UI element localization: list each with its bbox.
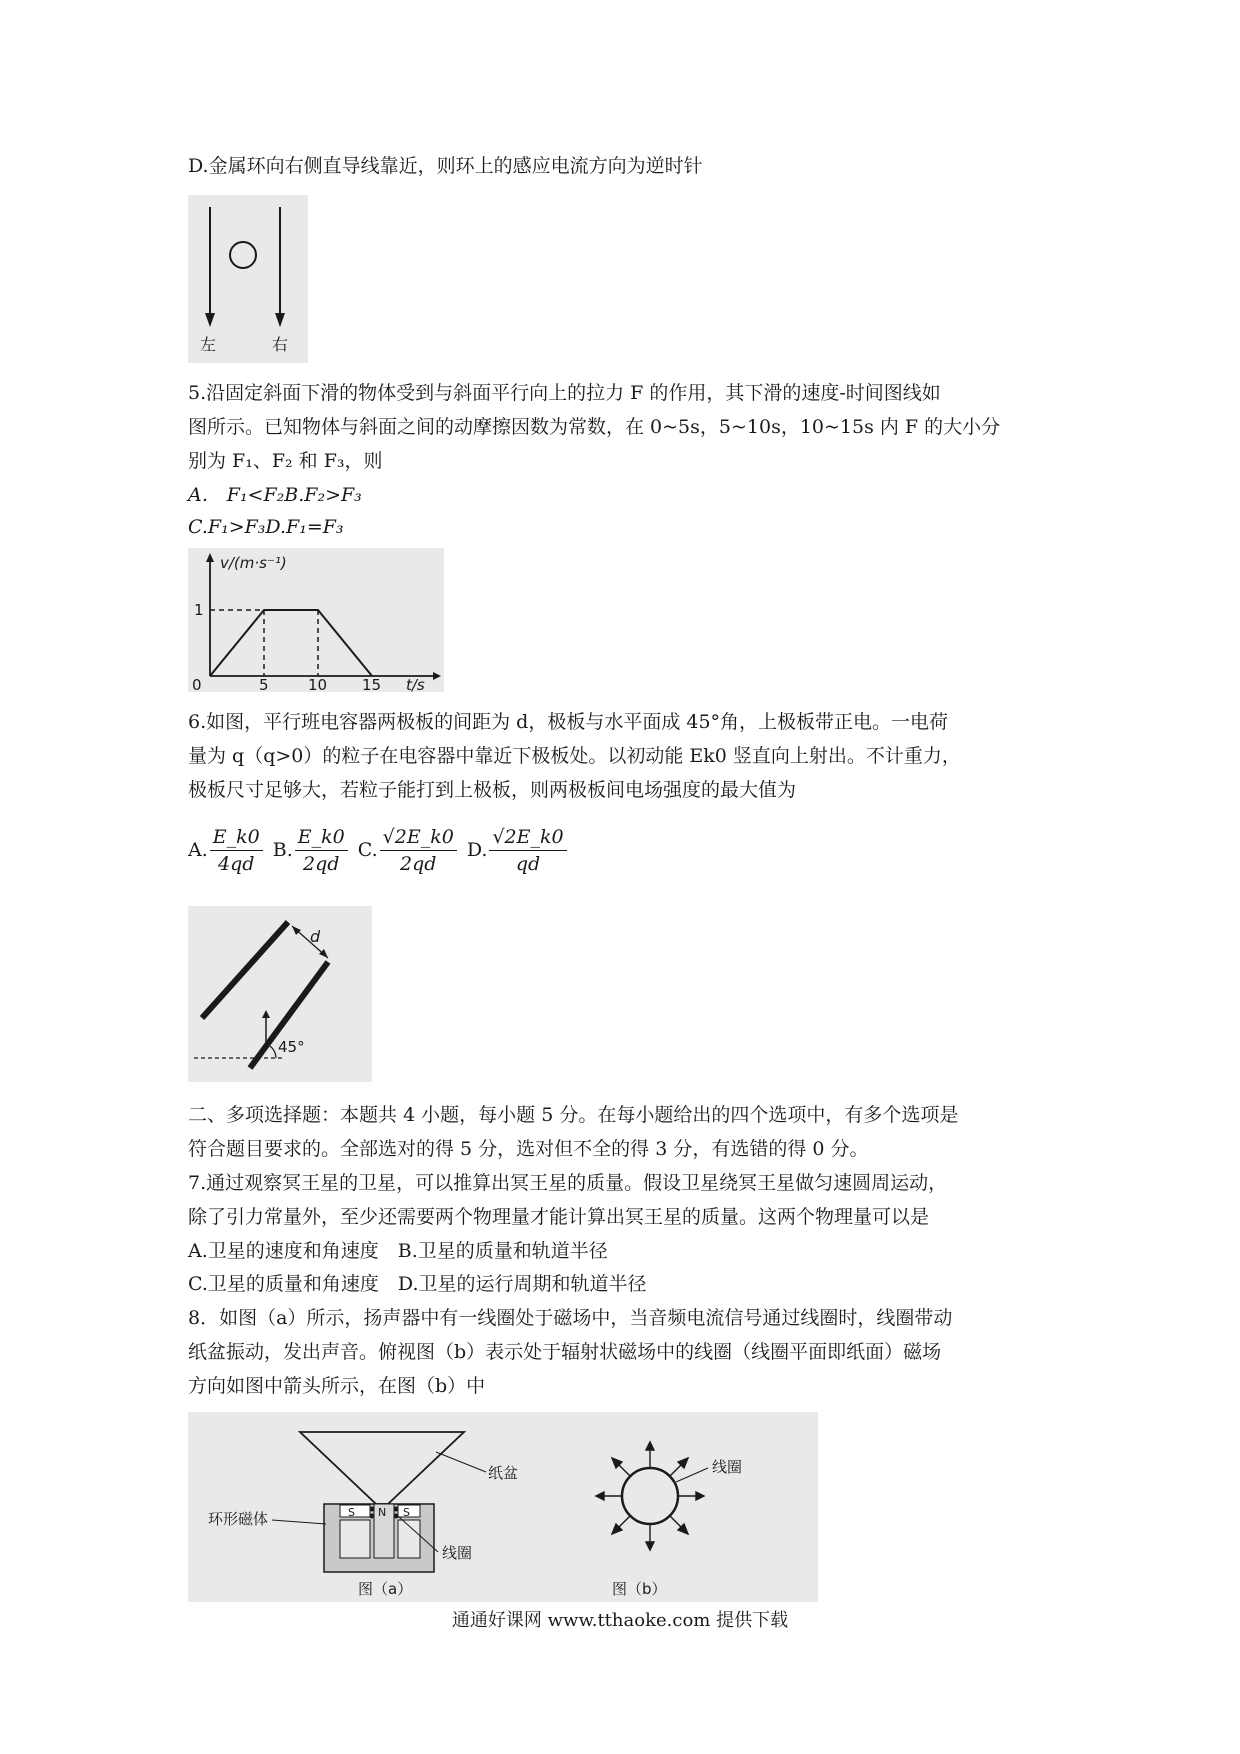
denominator: 2qd xyxy=(400,852,437,875)
fraction xyxy=(489,826,566,875)
metal-ring xyxy=(230,242,256,268)
fraction xyxy=(380,826,457,875)
pole-n-label: N xyxy=(378,1506,387,1519)
numerator: √2E_k0 xyxy=(489,826,566,851)
option-letter: A. xyxy=(188,839,208,861)
numerator: √2E_k0 xyxy=(380,826,457,851)
right-label: 右 xyxy=(272,335,289,354)
coil-dot xyxy=(370,1507,375,1512)
paper-cone xyxy=(300,1432,464,1504)
q5-line-1: 5.沿固定斜面下滑的物体受到与斜面平行向上的拉力 F 的作用，其下滑的速度-时间图线如 xyxy=(188,382,941,404)
q4-option-d: D.金属环向右侧直导线靠近，则环上的感应电流方向为逆时针 xyxy=(188,155,703,177)
q5-line-3: 别为 F₁、F₂ 和 F₃，则 xyxy=(188,450,383,472)
t-tick-15: 15 xyxy=(362,676,382,692)
v-axis-label: v/(m·s⁻¹) xyxy=(220,554,287,572)
coil-dot xyxy=(394,1514,399,1519)
velocity-arrowhead xyxy=(262,1010,270,1018)
pole-s-right-label: S xyxy=(403,1506,410,1519)
angle-label: 45° xyxy=(278,1038,305,1056)
figure-wires-ring xyxy=(188,195,308,363)
v-axis-arrow xyxy=(206,553,214,562)
denominator: 4qd xyxy=(218,852,255,875)
coil-b-leader xyxy=(676,1468,708,1482)
pole-s-left xyxy=(340,1505,370,1517)
q6-line-3: 极板尺寸足够大，若粒子能打到上极板，则两极板间电场强度的最大值为 xyxy=(188,779,797,801)
magnet-leader xyxy=(272,1520,326,1524)
angle-arc xyxy=(270,1046,276,1058)
option-letter: D. xyxy=(466,839,488,861)
cone-leader xyxy=(436,1452,486,1472)
v-tick-1: 1 xyxy=(194,601,204,619)
q5-line-2: 图所示。已知物体与斜面之间的动摩擦因数为常数，在 0~5s，5~10s，10~15s 内 F 的大小分 xyxy=(188,416,1001,438)
q7-line-2: 除了引力常量外，至少还需要两个物理量才能计算出冥王星的质量。这两个物理量可以是 xyxy=(188,1206,930,1228)
figure-vt-graph xyxy=(188,548,444,692)
pole-s-left-label: S xyxy=(348,1506,355,1519)
q5-options-cd: C.F₁>F₃D.F₁=F₃ xyxy=(188,516,344,538)
ring-magnet-label: 环形磁体 xyxy=(208,1510,269,1528)
q6-options xyxy=(188,818,577,882)
t-axis-arrow xyxy=(433,672,441,680)
q6-option-c xyxy=(358,826,459,875)
t-tick-0: 0 xyxy=(192,676,202,692)
d-arrow-bottom xyxy=(319,949,328,958)
option-letter: C. xyxy=(357,839,378,861)
left-label: 左 xyxy=(200,335,217,354)
right-wire-arrow xyxy=(275,313,285,327)
denominator: 2qd xyxy=(303,852,340,875)
section-2-line-1: 二、多项选择题：本题共 4 小题，每小题 5 分。在每小题给出的四个选项中，有多个选项是 xyxy=(188,1104,959,1126)
q5-options-ab: A． F₁<F₂B.F₂>F₃ xyxy=(188,484,362,506)
page-footer: 通通好课网 www.tthaoke.com 提供下载 xyxy=(451,1610,789,1631)
q8-line-1: 8．如图（a）所示，扬声器中有一线圈处于磁场中，当音频电流信号通过线圈时，线圈带动 xyxy=(188,1307,953,1329)
velocity-line xyxy=(210,610,372,676)
q7-line-1: 7.通过观察冥王星的卫星，可以推算出冥王星的质量。假设卫星绕冥王星做匀速圆周运动， xyxy=(188,1172,948,1194)
q6-option-a xyxy=(188,826,265,875)
q8-line-2: 纸盆振动，发出声音。俯视图（b）表示处于辐射状磁场中的线圈（线圈平面即纸面）磁场 xyxy=(188,1341,942,1363)
q6-line-2: 量为 q（q>0）的粒子在电容器中靠近下极板处。以初动能 Ek0 竖直向上射出。不计重力， xyxy=(188,745,961,767)
fraction xyxy=(210,826,263,875)
coil-dot xyxy=(394,1507,399,1512)
t-tick-10: 10 xyxy=(308,676,328,692)
d-label: d xyxy=(310,927,321,946)
coil-a-label: 线圈 xyxy=(442,1544,473,1562)
figure-speaker xyxy=(188,1412,818,1602)
t-tick-5: 5 xyxy=(259,676,269,692)
coil-b xyxy=(622,1468,678,1524)
q6-option-d xyxy=(467,826,569,875)
t-axis-label: t/s xyxy=(406,676,425,692)
caption-b: 图（b） xyxy=(612,1580,667,1598)
section-2-line-2: 符合题目要求的。全部选对的得 5 分，选对但不全的得 3 分，有选错的得 0 分。 xyxy=(188,1138,869,1160)
d-arrow-top xyxy=(292,926,301,935)
paper-cone-label: 纸盆 xyxy=(488,1464,519,1482)
figure-capacitor xyxy=(188,906,372,1082)
denominator: qd xyxy=(515,852,541,875)
option-letter: B. xyxy=(272,839,293,861)
caption-a: 图（a） xyxy=(358,1580,413,1598)
numerator: E_k0 xyxy=(210,826,263,851)
q6-option-b xyxy=(273,826,350,875)
upper-plate xyxy=(202,922,288,1018)
numerator: E_k0 xyxy=(295,826,348,851)
q7-options-ab: A.卫星的速度和角速度 B.卫星的质量和轨道半径 xyxy=(188,1240,608,1262)
radial-field-arrows xyxy=(596,1442,704,1550)
q6-line-1: 6.如图，平行班电容器两极板的间距为 d，极板与水平面成 45°角，上极板带正电。一电荷 xyxy=(188,711,949,733)
q8-line-3: 方向如图中箭头所示，在图（b）中 xyxy=(188,1375,486,1397)
coil-b-label: 线圈 xyxy=(712,1458,743,1476)
left-wire-arrow xyxy=(205,313,215,327)
coil-dot xyxy=(370,1514,375,1519)
fraction xyxy=(295,826,348,875)
q7-options-cd: C.卫星的质量和角速度 D.卫星的运行周期和轨道半径 xyxy=(188,1273,647,1295)
